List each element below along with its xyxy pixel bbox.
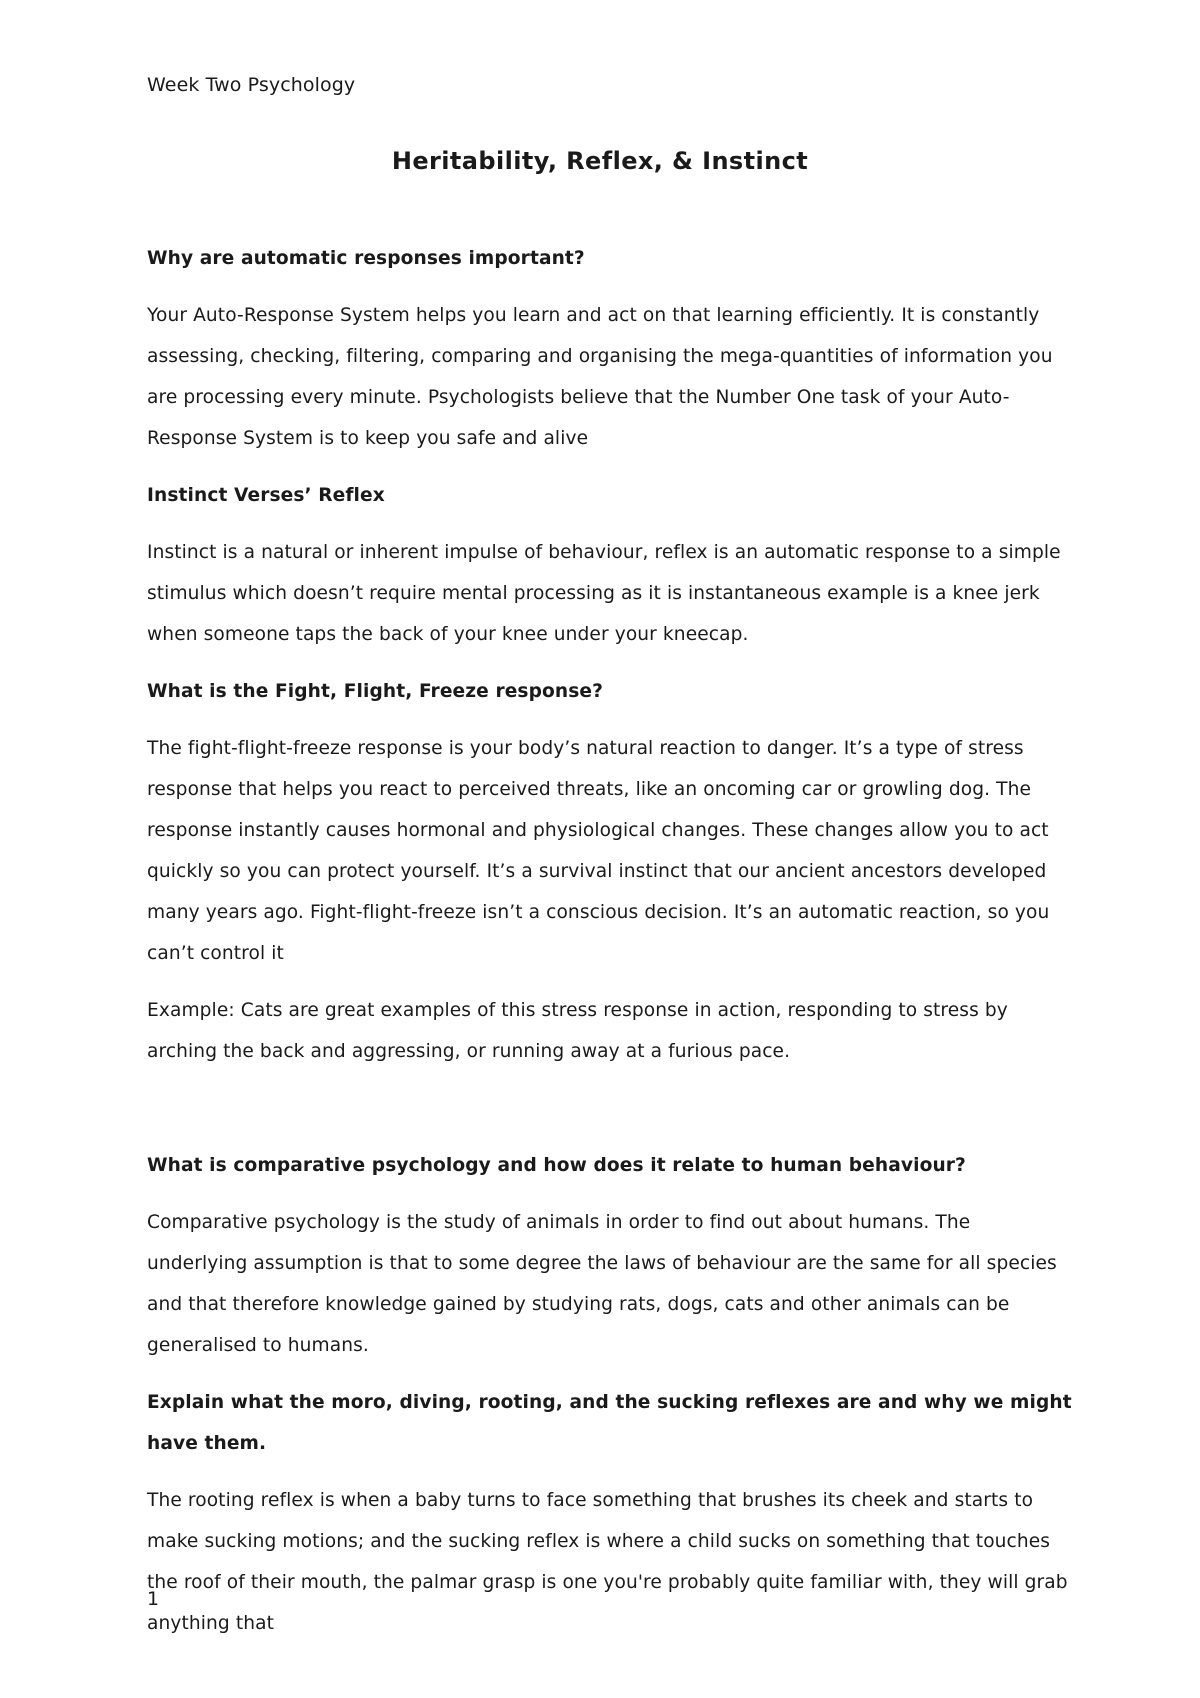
paragraph-cats-example: Example: Cats are great examples of this stress response in action, responding to stress by arching the back and aggressing, or running away at a furious pace. bbox=[147, 1000, 1008, 1062]
running-header: Week Two Psychology bbox=[147, 74, 356, 96]
document-body bbox=[147, 238, 1072, 1660]
page-number: 1 bbox=[147, 1588, 160, 1610]
paragraph-instinct-reflex: Instinct is a natural or inherent impulse of behaviour, reflex is an automatic response to a simple stimulus which doesn’t require mental processing as it is instantaneous example is a knee jerk when someone taps the back of your knee under your kneecap. bbox=[147, 542, 1061, 645]
paragraph-infant-reflexes: The rooting reflex is when a baby turns to face something that brushes its cheek and starts to make sucking motions; and the sucking reflex is where a child sucks on something that touches the roof of their mouth, the palmar grasp is one you're probably quite familiar with, they will grab anything that bbox=[147, 1490, 1068, 1634]
section-heading-infant-reflexes: Explain what the moro, diving, rooting, and the sucking reflexes are and why we might have them. bbox=[147, 1392, 1072, 1454]
section-spacer bbox=[147, 1088, 1072, 1145]
paragraph-auto-response-system: Your Auto-Response System helps you learn and act on that learning efficiently. It is constantly assessing, checking, filtering, comparing and organising the mega-quantities of information you are processing every minute. Psychologists believe that the Number One task of your Auto-Response System is to keep you safe and alive bbox=[147, 305, 1053, 449]
paragraph-fight-flight-freeze: The fight-flight-freeze response is your body’s natural reaction to danger. It’s a type of stress response that helps you react to perceived threats, like an oncoming car or growling dog. The response instantly causes hormonal and physiological changes. These changes allow you to act quickly so you can protect yourself. It’s a survival instinct that our ancient ancestors developed many years ago. Fight-flight-freeze isn’t a conscious decision. It’s an automatic reaction, so you can’t control it bbox=[147, 738, 1050, 964]
section-heading-fight-flight-freeze: What is the Fight, Flight, Freeze response? bbox=[147, 681, 603, 702]
section-heading-instinct-reflex: Instinct Verses’ Reflex bbox=[147, 485, 385, 506]
paragraph-comparative-psychology: Comparative psychology is the study of animals in order to find out about humans. The underlying assumption is that to some degree the laws of behaviour are the same for all species and that therefore knowledge gained by studying rats, dogs, cats and other animals can be generalised to humans. bbox=[147, 1212, 1057, 1356]
section-heading-automatic-responses: Why are automatic responses important? bbox=[147, 248, 585, 269]
section-heading-comparative-psychology: What is comparative psychology and how does it relate to human behaviour? bbox=[147, 1155, 966, 1176]
document-title: Heritability, Reflex, & Instinct bbox=[391, 147, 809, 175]
